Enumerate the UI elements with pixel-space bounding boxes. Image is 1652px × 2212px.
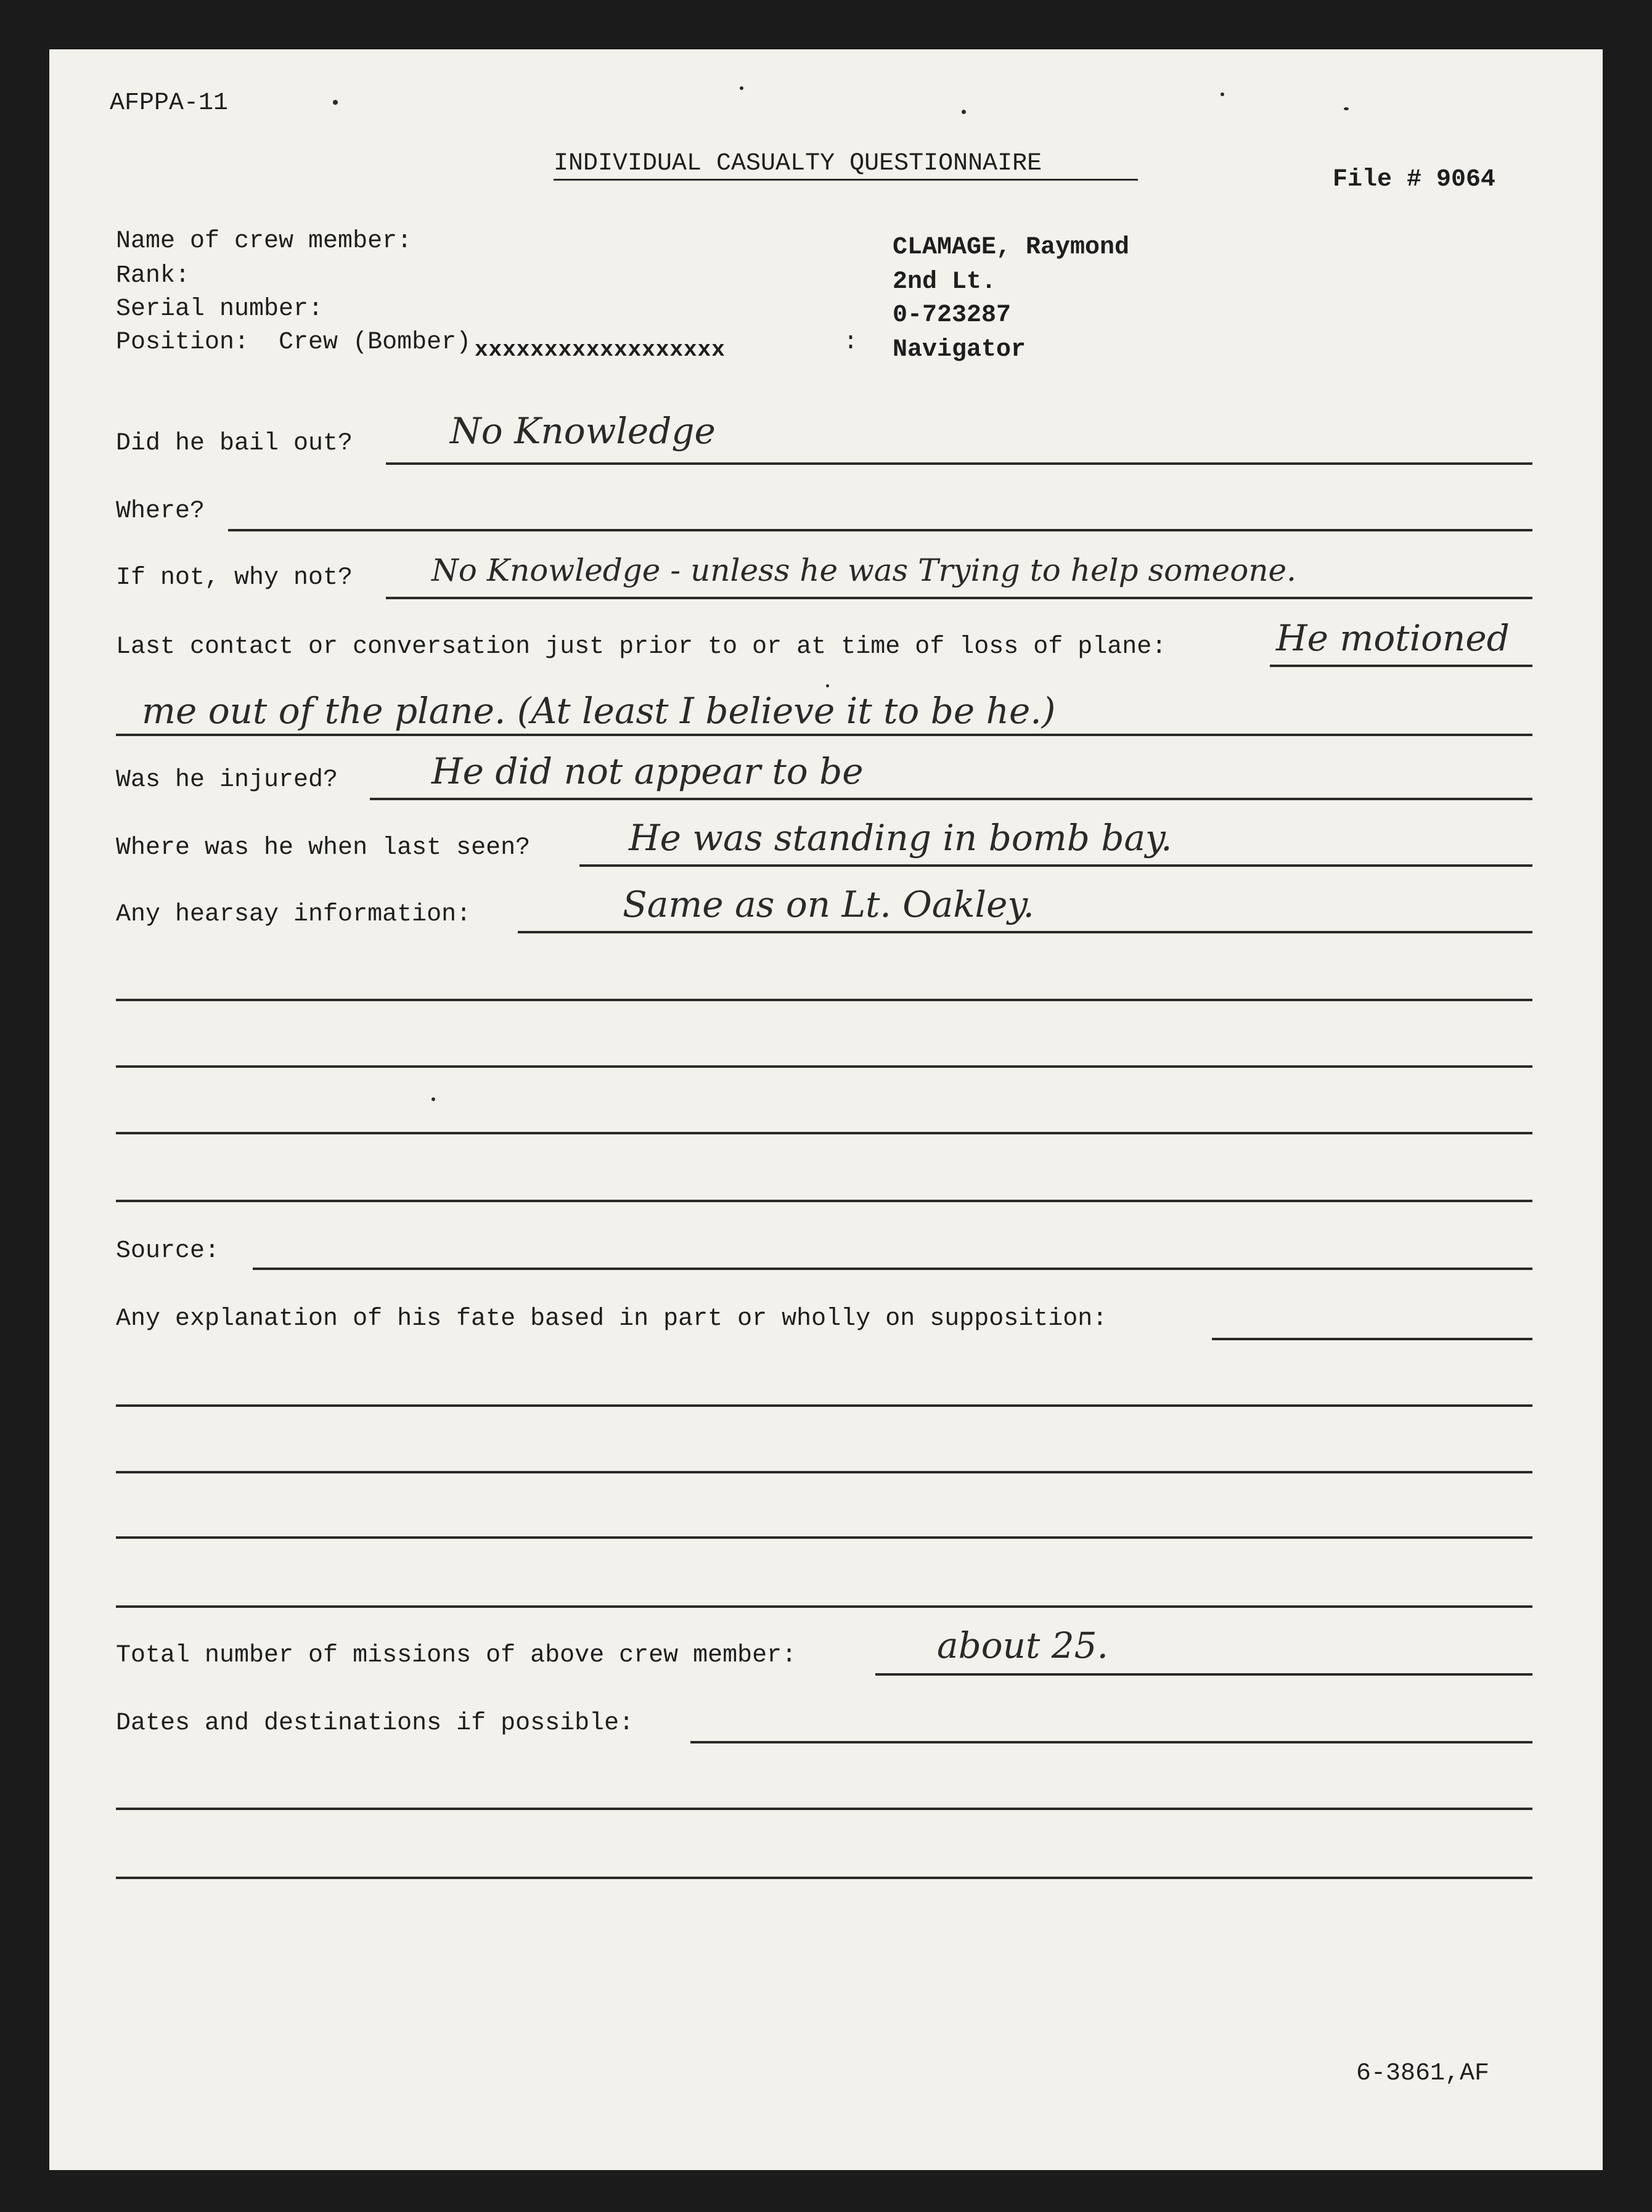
ifnot-answer-line [386,597,1532,599]
blank-line [116,1404,1532,1407]
bail-label: Did he bail out? [116,430,353,457]
hearsay-label: Any hearsay information: [116,901,472,928]
last-seen-answer-line [579,864,1532,867]
scan-speck [1221,92,1224,96]
injured-label: Was he injured? [116,766,338,794]
rank-label: Rank: [116,262,190,290]
name-label: Name of crew member: [116,227,412,255]
blank-line [116,1200,1532,1202]
blank-line [116,1065,1532,1068]
last-seen-label: Where was he when last seen? [116,834,531,862]
position-label: Position: Crew (Bomber) [116,329,472,356]
where-answer-line [228,529,1532,531]
dates-answer-line [690,1741,1532,1743]
blank-line [116,1132,1532,1134]
blank-line [116,1877,1532,1879]
scan-speck [431,1097,435,1101]
title-underline [554,179,1138,181]
blank-line [116,1808,1532,1810]
missions-answer-line [875,1673,1532,1676]
scan-speck [333,100,338,105]
scan-speck [962,110,966,114]
where-label: Where? [116,498,205,525]
injured-answer-line [370,798,1532,800]
form-id: AFPPA-11 [110,89,229,117]
blank-line [116,1536,1532,1539]
form-code: 6-3861,AF [1356,2060,1490,2087]
ifnot-label: If not, why not? [116,564,353,592]
blank-line [116,1605,1532,1608]
last-contact-label: Last contact or conversation just prior to or at time of loss of plane: [116,633,1167,661]
missions-label: Total number of missions of above crew member: [116,1642,797,1669]
ifnot-answer: No Knowledge - unless he was Trying to help someone. [431,552,1297,588]
position-value: Navigator [893,336,1026,364]
scan-speck [1344,107,1349,110]
hearsay-answer: Same as on Lt. Oakley. [623,883,1034,925]
questionnaire-page [49,49,1603,2170]
serial-label: Serial number: [116,295,324,323]
scan-speck [740,86,743,90]
source-label: Source: [116,1237,220,1265]
injured-answer: He did not appear to be [431,750,864,792]
last-contact-answer-2: me out of the plane. (At least I believe it to be he.) [142,690,1056,732]
missions-answer: about 25. [937,1624,1108,1666]
last-seen-answer: He was standing in bomb bay. [629,817,1172,859]
last-contact-answer-1: He motioned [1276,617,1510,659]
last-contact-answer-line-1 [1270,665,1532,667]
supposition-label: Any explanation of his fate based in part or wholly on supposition: [116,1305,1108,1333]
blank-line [116,999,1532,1001]
position-colon: : [843,329,859,356]
dates-label: Dates and destinations if possible: [116,1710,634,1737]
rank-value: 2nd Lt. [893,268,997,296]
position-struck-text: xxxxxxxxxxxxxxxxxx [475,337,726,363]
bail-answer-line [386,462,1532,465]
supposition-answer-line [1212,1338,1532,1340]
hearsay-answer-line [518,931,1532,933]
serial-value: 0-723287 [893,301,1012,329]
file-number: File # 9064 [1333,166,1496,194]
name-value: CLAMAGE, Raymond [893,234,1130,261]
form-title: INDIVIDUAL CASUALTY QUESTIONNAIRE [554,150,1042,178]
scan-speck [826,684,829,687]
source-answer-line [253,1268,1532,1270]
last-contact-answer-line-2 [116,734,1532,736]
blank-line [116,1471,1532,1473]
bail-answer: No Knowledge [450,410,716,452]
